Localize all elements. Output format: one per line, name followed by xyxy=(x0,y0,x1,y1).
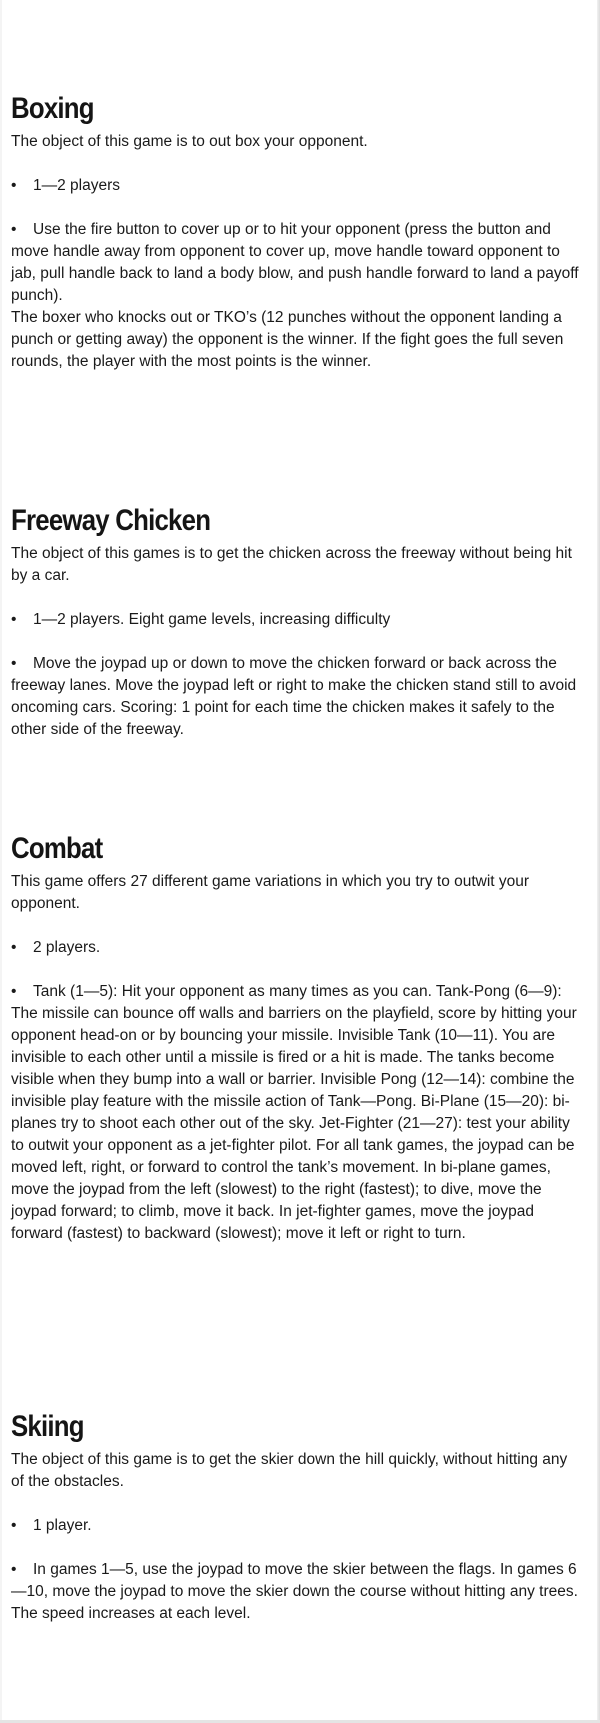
section-combat xyxy=(11,832,581,1245)
players-text: 1 player. xyxy=(33,1517,92,1534)
section-title: Combat xyxy=(11,832,103,865)
bullet-icon: • xyxy=(11,939,17,956)
section-intro: The object of this game is to out box your opponent. xyxy=(11,133,368,150)
instructions-continued: The boxer who knocks out or TKO’s (12 punches without the opponent landing a punch or getting away) the opponent is the winner. If the fight goes the full seven rounds, the player with the most points is the winner. xyxy=(11,309,564,370)
bullet-icon: • xyxy=(11,177,17,194)
section-intro: The object of this game is to get the skier down the hill quickly, without hitting any of the obstacles. xyxy=(11,1451,568,1490)
players-line xyxy=(11,1515,581,1537)
players-line xyxy=(11,175,581,197)
section-intro: The object of this games is to get the chicken across the freeway without being hit by a car. xyxy=(11,545,572,584)
instructions xyxy=(11,1559,581,1625)
bullet-icon: • xyxy=(11,983,17,1000)
instructions-text: Tank (1—5): Hit your opponent as many times as you can. Tank-Pong (6—9): The missile can bounce off walls and barriers on the playfield, score by hitting your opponent head-on or by bouncing your missile. Invisible Tank (10—11). You are invisible to each other until a missile is fired or a hit is made. The tanks become visible when they bump into a wall or barrier. Invisible Pong (12—14): combine the invisible play feature with the missile action of Tank—Pong. Bi-Plane (15—20): bi-planes try to shoot each other out of the sky. Jet-Fighter (21—27): test your ability to outwit your opponent as a jet-fighter pilot. For all tank games, the joypad can be moved left, right, or forward to control the tank’s movement. In bi-plane games, move the joypad from the left (slowest) to the right (fastest); to dive, move the joypad forward; to climb, move it back. In jet-fighter games, move the joypad forward (fastest) to backward (slowest); move it left or right to turn. xyxy=(11,983,577,1242)
section-title: Boxing xyxy=(11,92,94,125)
section-freeway-chicken xyxy=(11,504,581,741)
bullet-icon: • xyxy=(11,611,17,628)
instructions-text: In games 1—5, use the joypad to move the skier between the flags. In games 6—10, move the joypad to move the skier down the course without hitting any trees. The speed increases at each level. xyxy=(11,1561,578,1622)
bullet-icon: • xyxy=(11,655,17,672)
section-title: Freeway Chicken xyxy=(11,504,211,537)
players-text: 1—2 players xyxy=(33,177,121,194)
section-skiing xyxy=(11,1410,581,1625)
instructions xyxy=(11,653,581,741)
section-title: Skiing xyxy=(11,1410,84,1443)
bullet-icon: • xyxy=(11,1561,17,1578)
players-line xyxy=(11,609,581,631)
bullet-icon: • xyxy=(11,221,17,238)
players-text: 2 players. xyxy=(33,939,101,956)
instructions-text: Move the joypad up or down to move the chicken forward or back across the freeway lanes. Move the joypad left or right to make the chicken stand still to avoid oncoming cars. Scoring: 1 point for each time the chicken makes it safely to the other side of the freeway. xyxy=(11,655,577,738)
players-text: 1—2 players. Eight game levels, increasing difficulty xyxy=(33,611,391,628)
section-boxing xyxy=(11,92,581,373)
section-intro: This game offers 27 different game variations in which you try to outwit your opponent. xyxy=(11,873,530,912)
instructions xyxy=(11,981,581,1245)
instructions xyxy=(11,219,581,307)
page-edge-left xyxy=(0,0,2,1723)
players-line xyxy=(11,937,581,959)
bullet-icon: • xyxy=(11,1517,17,1534)
instructions-text: Use the fire button to cover up or to hit your opponent (press the button and move handle away from opponent to cover up, move handle toward opponent to jab, pull handle back to land a body blow, and push handle forward to land a payoff punch). xyxy=(11,221,579,304)
